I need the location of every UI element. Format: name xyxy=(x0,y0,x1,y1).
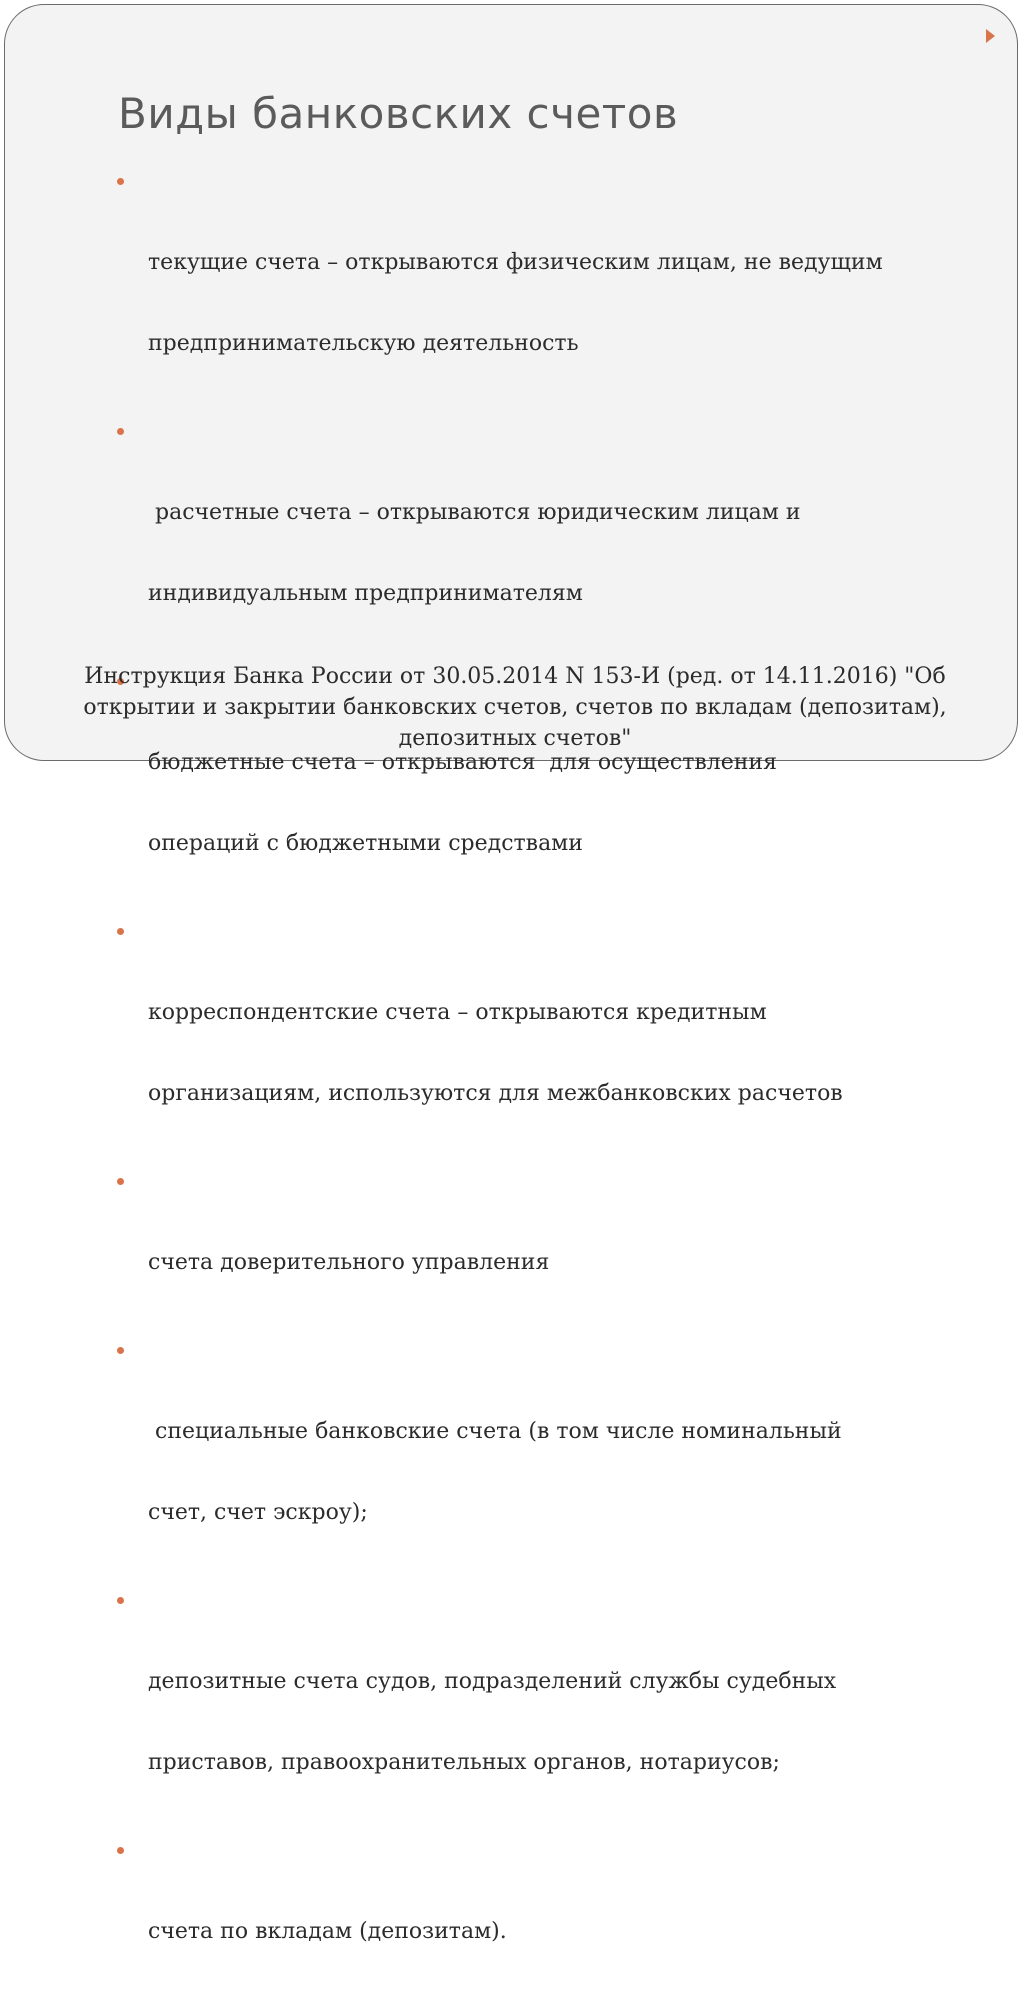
footnote-line: открытии и закрытии банковских счетов, счетов по вкладам (депозитам), xyxy=(83,695,947,720)
footnote xyxy=(65,661,965,754)
list-item xyxy=(115,1337,995,1580)
list-item xyxy=(115,1168,995,1330)
footnote-line: Инструкция Банка России от 30.05.2014 N 153-И (ред. от 14.11.2016) "Об xyxy=(84,664,946,689)
bullet-list xyxy=(115,168,995,2006)
bullet-text: индивидуальным предпринимателям xyxy=(148,581,583,606)
bullet-dot-icon xyxy=(117,428,124,435)
bullet-text: операций с бюджетными средствами xyxy=(148,831,583,856)
bullet-dot-icon xyxy=(117,178,124,185)
footnote-line: депозитных счетов" xyxy=(398,726,632,751)
bullet-text: расчетные счета – открываются юридическим лицам и xyxy=(148,500,801,525)
list-item xyxy=(115,918,995,1161)
corner-arrow-icon xyxy=(986,29,995,43)
bullet-text: предпринимательскую деятельность xyxy=(148,331,579,356)
bullet-text: бюджетные счета – открываются для осуществления xyxy=(148,750,777,775)
bullet-text: счета по вкладам (депозитам). xyxy=(148,1919,507,1944)
list-item xyxy=(115,168,995,411)
bullet-text: текущие счета – открываются физическим лицам, не ведущим xyxy=(148,250,883,275)
bullet-text: депозитные счета судов, подразделений службы судебных xyxy=(148,1669,837,1694)
bullet-dot-icon xyxy=(117,1178,124,1185)
bullet-text: организациям, используются для межбанковских расчетов xyxy=(148,1081,843,1106)
bullet-dot-icon xyxy=(117,1597,124,1604)
slide-title: Виды банковских счетов xyxy=(118,89,679,138)
bullet-text: специальные банковские счета (в том числе номинальный xyxy=(148,1419,842,1444)
bullet-text: счет, счет эскроу); xyxy=(148,1500,368,1525)
list-item xyxy=(115,1837,995,1999)
list-item xyxy=(115,1587,995,1830)
bullet-dot-icon xyxy=(117,1347,124,1354)
bullet-text: счета доверительного управления xyxy=(148,1250,550,1275)
bullet-dot-icon xyxy=(117,1847,124,1854)
bullet-dot-icon xyxy=(117,928,124,935)
list-item xyxy=(115,418,995,661)
bullet-text: приставов, правоохранительных органов, нотариусов; xyxy=(148,1750,780,1775)
slide-frame xyxy=(4,4,1018,1944)
bullet-text: корреспондентские счета – открываются кредитным xyxy=(148,1000,767,1025)
